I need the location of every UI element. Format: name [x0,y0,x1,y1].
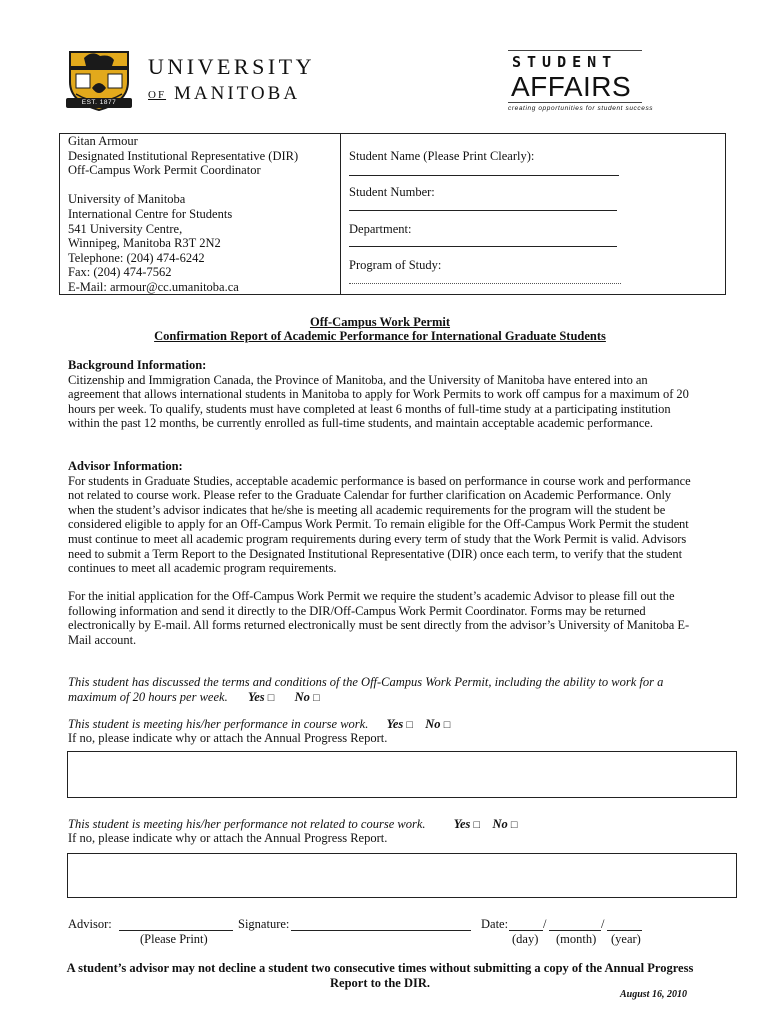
question-1-yes-checkbox[interactable]: □ [267,691,275,704]
contact-line: University of Manitoba [68,192,186,207]
question-3-yes-checkbox[interactable]: □ [473,819,481,831]
year-label: (year) [611,932,641,946]
university-logo [66,44,315,116]
please-print-label: (Please Print) [140,932,208,946]
advisor-info-text: For students in Graduate Studies, acceptable academic performance is based on performance in course work and performance not related to course work. Please refer to the Graduate Calendar for further clarification on Academic Performance. Only when the student’s advisor indicates that he/she is meeting all academic requirements for the program will the student be considered eligible to apply for an Off-Campus Work Permit. To remain eligible for the Off-Campus Work Permit the student must continue to meet all academic program requirements during every term of study that the Work Permit is valid. Advisors need to submit a Term Report to the Designated Institutional Representative (DIR) once each term, to verify that the student continues to meet all academic program requirements. [68,473,691,576]
contact-line: Designated Institutional Representative (DIR) [68,148,299,163]
question-3-followup: If no, please indicate why or attach the Annual Progress Report. [68,831,388,845]
question-1-no-checkbox[interactable]: □ [313,691,320,704]
date-year-field[interactable] [607,930,642,931]
contact-line: Fax: (204) 474-7562 [68,265,172,280]
question-1-no-label: No [294,689,310,704]
program-of-study-label: Program of Study: [349,258,442,272]
signature-field[interactable] [291,930,471,931]
contact-line: Winnipeg, Manitoba R3T 2N2 [68,236,221,251]
day-label: (day) [512,932,539,946]
student-affairs-logo [508,50,654,116]
question-3-explanation-box[interactable] [67,853,737,898]
question-3-text: This student is meeting his/her performance not related to course work. [68,817,426,831]
signature-label: Signature: [238,917,290,931]
contact-line: Telephone: (204) 474-6242 [68,250,205,265]
question-1 [68,675,698,705]
question-2-yes-label: Yes [386,717,404,731]
student-number-label: Student Number: [349,185,435,199]
crest-ribbon-text: EST. 1877 [81,99,117,106]
question-3-no-label: No [492,817,508,831]
department-label: Department: [349,222,412,236]
department-field[interactable] [349,246,617,247]
contact-line: Off-Campus Work Permit Coordinator [68,163,261,178]
question-2-no-checkbox[interactable]: □ [443,719,451,731]
contact-line: 541 University Centre, [68,221,183,236]
advisor-label: Advisor: [68,917,112,931]
student-affairs-top-rule [508,50,642,51]
date-separator: / [601,917,605,931]
form-subtitle: Confirmation Report of Academic Performance for International Graduate Students [154,329,606,343]
question-2-yes-checkbox[interactable]: □ [406,719,414,731]
question-1-text: This student has discussed the terms and conditions of the Off-Campus Work Permit, including the ability to work for a maximum of 20 hours per week. [68,675,664,704]
student-affairs-top: STUDENT [512,53,618,71]
form-title: Off-Campus Work Permit [309,315,451,329]
background-section [68,358,696,431]
student-name-field[interactable] [349,175,619,176]
contact-line: International Centre for Students [68,206,233,221]
question-3-no-checkbox[interactable]: □ [510,819,518,831]
initial-application-text: For the initial application for the Off-Campus Work Permit we require the student’s academic Advisor to please fill out the following information and send it directly to the DIR/Off-Campus Work Permit Coordinator. Forms may be returned electronically by E-mail. All forms returned electronically must be sent directly from the advisor’s University of Manitoba E-Mail account. [68,589,690,647]
university-name-line2: MANITOBA [174,83,301,104]
advisor-name-field[interactable] [119,930,233,931]
contact-box-divider [340,133,341,295]
month-label: (month) [556,932,597,946]
advisor-info-heading: Advisor Information: [68,459,183,473]
student-affairs-main: AFFAIRS [511,71,632,102]
student-number-field[interactable] [349,210,617,211]
question-2-followup: If no, please indicate why or attach the Annual Progress Report. [68,731,388,745]
question-2-explanation-box[interactable] [67,751,737,798]
question-1-yes-label: Yes [247,689,265,704]
question-3-yes-label: Yes [453,817,471,831]
contact-line: Gitan Armour [68,134,138,148]
date-label: Date: [481,917,509,931]
date-day-field[interactable] [509,930,543,931]
footer-notice: A student’s advisor may not decline a student two consecutive times without submitting a copy of the Annual Progress Report to the DIR. [66,961,694,990]
student-name-label: Student Name (Please Print Clearly): [349,149,535,163]
student-affairs-rule [508,102,642,103]
advisor-info-section [68,459,696,576]
background-text: Citizenship and Immigration Canada, the Province of Manitoba, and the University of Manitoba have entered into an agreement that allows international students in Manitoba to apply for Work Permits to work off campus for a maximum of 20 hours per week. To qualify, students must have completed at least 6 months of full-time study at a participating institution within the past 12 months, be currently enrolled as full-time students, and maintain acceptable academic performance. [68,372,689,431]
question-2-no-label: No [425,717,441,731]
student-affairs-tagline: creating opportunities for student success [508,105,654,112]
background-heading: Background Information: [68,358,207,372]
footer-date: August 16, 2010 [620,989,687,1000]
date-month-field[interactable] [549,930,601,931]
date-separator: / [543,917,547,931]
university-name-line1: UNIVERSITY [148,54,315,79]
contact-email: E-Mail: armour@cc.umanitoba.ca [68,279,239,294]
question-2-text: This student is meeting his/her performance in course work. [68,717,369,731]
university-name-of: OF [148,89,167,101]
program-of-study-field[interactable] [349,283,621,284]
contact-line [68,178,298,193]
contact-block [68,134,298,295]
